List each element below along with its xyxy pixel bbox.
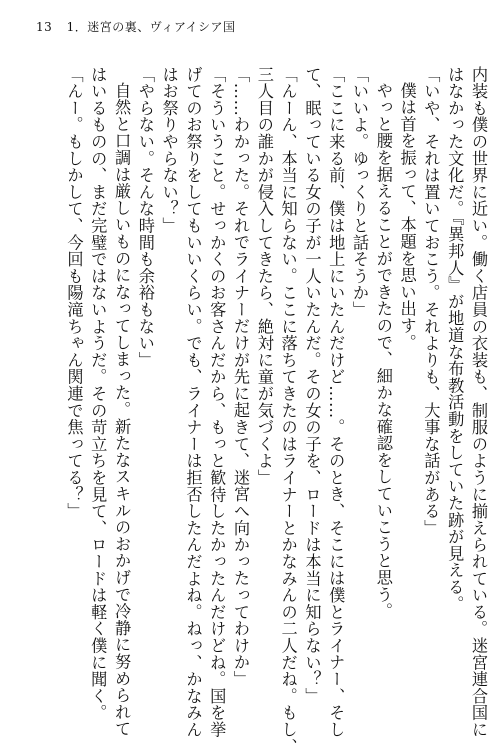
page-number: 13 xyxy=(36,20,53,34)
text-line: 「いや、それは置いておこう。それよりも、大事な話がある」 xyxy=(421,66,441,537)
text-line: 「いいよ。ゆっくりと話そうか」 xyxy=(350,66,370,318)
text-line: 「ここに来る前、僕は地上にいたんだけど……。そのとき、そこには僕とライナー、そし xyxy=(326,66,346,738)
body-text xyxy=(25,66,490,755)
running-header xyxy=(36,18,235,35)
text-line: 「んーん、本当に知らない。ここに落ちてきたのはライナーとかなみんの二人だね。もし、 xyxy=(278,66,298,755)
text-line: て、眠っている女の子が一人いたんだ。その女の子を、ロードは本当に知らない？」 xyxy=(302,66,322,705)
text-line: 「そういうこと。せっかくのお客さんだから、もっと歓待したかったんだけどね。国を挙 xyxy=(207,66,227,738)
text-line: 自然と口調は厳しいものになってしまった。新たなスキルのおかげで冷静に努められて xyxy=(112,82,132,738)
text-line: げてのお祭りをしてもいいくらい。でも、ライナーは拒否したんだよね。ねっ、かなみん xyxy=(183,66,203,738)
text-line: はお祭りやらない？」 xyxy=(159,66,179,234)
text-line: やっと腰を据えることができたので、細かな確認をしていこうと思う。 xyxy=(373,82,393,620)
text-line: 「んー。もしかして、今回も陽滝ちゃん関連で焦ってる？」 xyxy=(64,66,84,520)
text-line: 「やらない。そんな時間も余裕もない」 xyxy=(135,66,155,369)
text-line: はいるものの、まだ完璧ではないようだ。その苛立ちを見て、ロードは軽く僕に聞く。 xyxy=(88,66,108,722)
text-line: 三人目の誰かが侵入してきたら、絶対に童が気づくよ」 xyxy=(254,66,274,486)
chapter-title: 1．迷宮の裏、ヴィアイシア国 xyxy=(66,20,236,34)
text-line: 「……わかった。それでライナーだけが先に起きて、迷宮へ向かったってわけか」 xyxy=(231,66,251,688)
text-line: 僕は首を振って、本題を思い出す。 xyxy=(397,82,417,351)
text-line: はなかった文化だ。『異邦人』が地道な布教活動をしていた跡が見える。 xyxy=(445,66,465,613)
text-line: 内装も僕の世界に近い。働く店員の衣装も、制服のように揃えられている。迷宮連合国に xyxy=(469,66,488,738)
